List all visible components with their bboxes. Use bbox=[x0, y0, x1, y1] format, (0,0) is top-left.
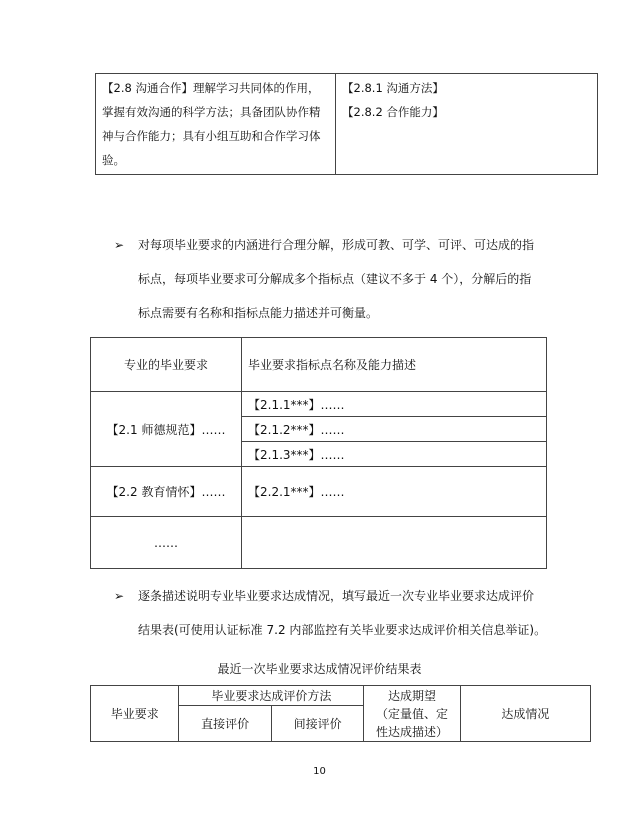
header-cell: 达成情况 bbox=[460, 686, 590, 742]
header-cell: 毕业要求指标点名称及能力描述 bbox=[242, 338, 547, 392]
paragraph-line: 标点需要有名称和指标点能力描述并可衡量。 bbox=[138, 306, 379, 320]
table-title: 最近一次毕业要求达成情况评价结果表 bbox=[217, 662, 422, 676]
requirement-cell: 【2.1 师德规范】…… bbox=[91, 392, 242, 467]
instruction-paragraph-2 bbox=[114, 579, 564, 647]
header-cell: 间接评价 bbox=[271, 706, 363, 742]
indicator-point: 【2.2.1***】…… bbox=[242, 467, 547, 517]
paragraph-line: 结果表(可使用认证标准 7.2 内部监控有关毕业要求达成评价相关信息举证)。 bbox=[138, 623, 547, 637]
indicator-item: 【2.8.1 沟通方法】 bbox=[342, 81, 444, 95]
header-line: （定量值、定 bbox=[376, 706, 449, 721]
evaluation-result-table bbox=[90, 685, 591, 742]
bullet-arrow-icon: ➢ bbox=[114, 589, 125, 603]
header-line: 达成期望 bbox=[388, 688, 437, 703]
header-cell: 毕业要求 bbox=[91, 686, 179, 742]
requirement-cell: 【2.2 教育情怀】…… bbox=[91, 467, 242, 517]
header-cell: 直接评价 bbox=[179, 706, 271, 742]
paragraph-line: 标点，每项毕业要求可分解成多个指标点（建议不多于 4 个），分解后的指 bbox=[138, 272, 532, 286]
indicator-point bbox=[242, 517, 547, 569]
instruction-paragraph-1 bbox=[114, 228, 554, 330]
competency-table bbox=[95, 73, 598, 175]
bullet-arrow-icon: ➢ bbox=[114, 238, 125, 252]
indicator-point: 【2.1.1***】…… bbox=[242, 392, 547, 417]
header-cell: 专业的毕业要求 bbox=[91, 338, 242, 392]
header-cell bbox=[364, 686, 460, 742]
indicator-point: 【2.1.2***】…… bbox=[242, 417, 547, 442]
paragraph-line: 对每项毕业要求的内涵进行合理分解，形成可教、可学、可评、可达成的指 bbox=[138, 238, 535, 252]
indicator-item: 【2.8.2 合作能力】 bbox=[342, 105, 444, 119]
header-cell: 毕业要求达成评价方法 bbox=[179, 686, 364, 706]
requirement-cell: …… bbox=[91, 517, 242, 569]
page-number: 10 bbox=[313, 766, 326, 777]
indicator-cell bbox=[336, 74, 598, 175]
header-line: 性达成描述） bbox=[376, 724, 449, 739]
paragraph-line: 逐条描述说明专业毕业要求达成情况，填写最近一次专业毕业要求达成评价 bbox=[138, 589, 535, 603]
competency-text: 【2.8 沟通合作】理解学习共同体的作用，掌握有效沟通的科学方法；具备团队协作精神与合作能力；具有小组互助和合作学习体验。 bbox=[102, 81, 321, 167]
competency-cell bbox=[96, 74, 336, 175]
indicator-point: 【2.1.3***】…… bbox=[242, 442, 547, 467]
indicator-breakdown-table bbox=[90, 337, 547, 569]
